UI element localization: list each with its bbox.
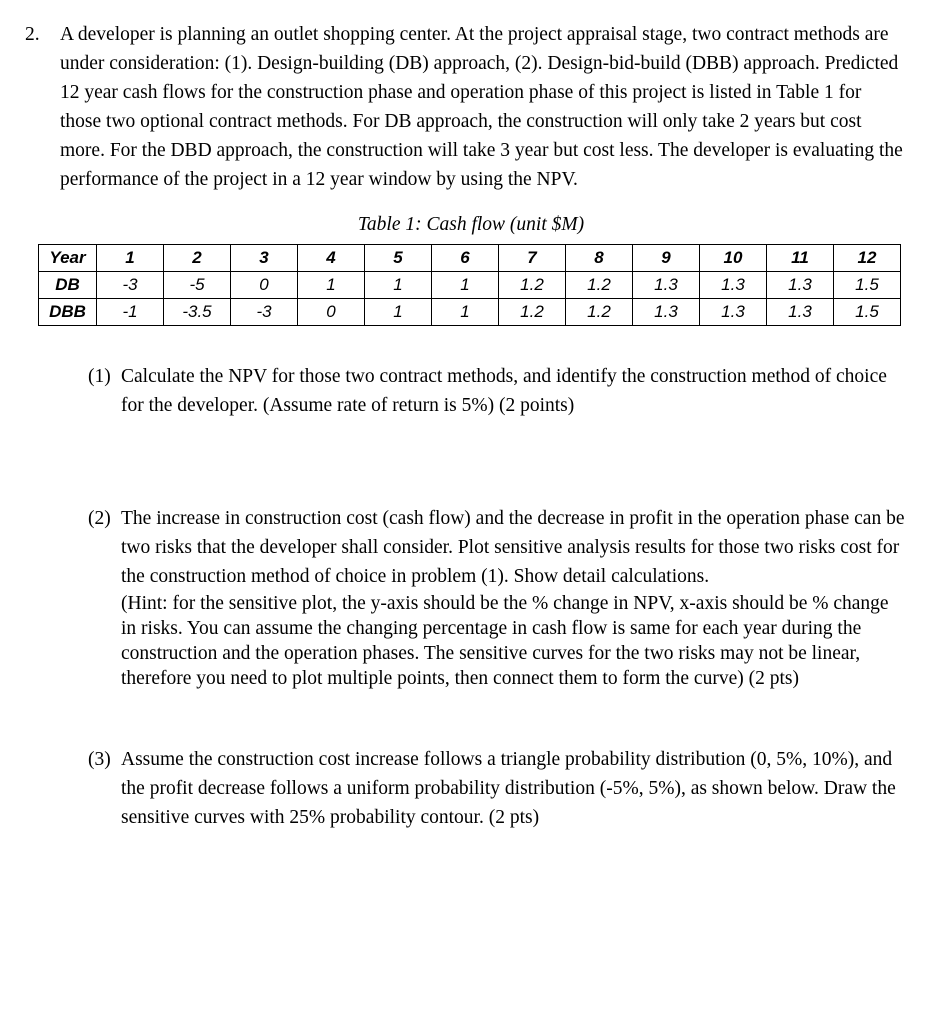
- problem-intro-text: A developer is planning an outlet shopping center. At the project appraisal stage, two contract methods are under consideration: (1). Design-building (DB) approach, (2). Design-bid-build (DBB) approach. Predicted 12 year cash flows for the construction phase and operation phase of this project is listed in Table 1 for those two optional contract methods. For DB approach, the construction will only take 2 years but cost more. For the DBD approach, the construction will take 3 year but cost less. The developer is evaluating the performance of the project in a 12 year window by using the NPV.: [60, 24, 903, 190]
- cashflow-cell-db-6: 1: [432, 272, 499, 299]
- cashflow-cell-dbb-4: 0: [298, 299, 365, 326]
- header-cell-year-12: 12: [834, 245, 901, 272]
- cashflow-cell-db-2: -5: [164, 272, 231, 299]
- header-cell-year-1: 1: [97, 245, 164, 272]
- cashflow-cell-db-1: -3: [97, 272, 164, 299]
- sub-question-3: [88, 745, 905, 832]
- sub-question-3-marker: (3): [88, 749, 111, 770]
- sub-questions: [88, 362, 905, 832]
- header-cell-year-2: 2: [164, 245, 231, 272]
- cashflow-cell-dbb-2: -3.5: [164, 299, 231, 326]
- problem-number: 2.: [25, 24, 40, 45]
- sub-question-3-text: Assume the construction cost increase follows a triangle probability distribution (0, 5%, 10%), and the profit decrease follows a uniform probability distribution (-5%, 5%), as shown below. Draw the sensitive curves with 25% probability contour. (2 pts): [121, 749, 896, 828]
- header-cell-year-10: 10: [700, 245, 767, 272]
- sub-question-2: [88, 504, 905, 691]
- cashflow-cell-db-8: 1.2: [566, 272, 633, 299]
- sub-question-1-marker: (1): [88, 366, 111, 387]
- row-label-db: DB: [39, 272, 97, 299]
- table-row-db: [39, 272, 901, 299]
- cashflow-cell-db-4: 1: [298, 272, 365, 299]
- sub-question-2-text: The increase in construction cost (cash flow) and the decrease in profit in the operation phase can be two risks that the developer shall consider. Plot sensitive analysis results for those two risks cost for the construction method of choice in problem (1). Show detail calculations.: [121, 508, 905, 587]
- header-cell-year-6: 6: [432, 245, 499, 272]
- cashflow-cell-dbb-7: 1.2: [499, 299, 566, 326]
- cashflow-cell-dbb-12: 1.5: [834, 299, 901, 326]
- header-cell-year: Year: [39, 245, 97, 272]
- cashflow-cell-db-10: 1.3: [700, 272, 767, 299]
- cashflow-cell-dbb-9: 1.3: [633, 299, 700, 326]
- cashflow-table: [38, 244, 901, 326]
- table-header-row: [39, 245, 901, 272]
- cashflow-cell-dbb-6: 1: [432, 299, 499, 326]
- cashflow-cell-db-11: 1.3: [767, 272, 834, 299]
- cashflow-cell-dbb-10: 1.3: [700, 299, 767, 326]
- cashflow-cell-dbb-5: 1: [365, 299, 432, 326]
- sub-question-1: [88, 362, 905, 420]
- header-cell-year-4: 4: [298, 245, 365, 272]
- cashflow-cell-db-12: 1.5: [834, 272, 901, 299]
- cashflow-cell-dbb-8: 1.2: [566, 299, 633, 326]
- cashflow-cell-db-3: 0: [231, 272, 298, 299]
- sub-question-1-text: Calculate the NPV for those two contract methods, and identify the construction method of choice for the developer. (Assume rate of return is 5%) (2 points): [121, 366, 887, 416]
- sub-question-2-marker: (2): [88, 508, 111, 529]
- cashflow-cell-dbb-3: -3: [231, 299, 298, 326]
- cashflow-cell-db-5: 1: [365, 272, 432, 299]
- problem-statement: [25, 20, 905, 194]
- header-cell-year-3: 3: [231, 245, 298, 272]
- cashflow-cell-db-9: 1.3: [633, 272, 700, 299]
- row-label-dbb: DBB: [39, 299, 97, 326]
- cashflow-cell-dbb-1: -1: [97, 299, 164, 326]
- cashflow-cell-dbb-11: 1.3: [767, 299, 834, 326]
- sub-question-2-body: [121, 504, 905, 691]
- header-cell-year-8: 8: [566, 245, 633, 272]
- header-cell-year-9: 9: [633, 245, 700, 272]
- header-cell-year-11: 11: [767, 245, 834, 272]
- header-cell-year-5: 5: [365, 245, 432, 272]
- cashflow-cell-db-7: 1.2: [499, 272, 566, 299]
- header-cell-year-7: 7: [499, 245, 566, 272]
- table-caption: Table 1: Cash flow (unit $M): [357, 214, 585, 235]
- sub-question-2-hint: (Hint: for the sensitive plot, the y-axis should be the % change in NPV, x-axis should be % change in risks. You can assume the changing percentage in cash flow is same for each year during the construction and the operation phases. The sensitive curves for the two risks may not be linear, therefore you need to plot multiple points, then connect them to form the curve) (2 pts): [121, 593, 889, 689]
- table-row-dbb: [39, 299, 901, 326]
